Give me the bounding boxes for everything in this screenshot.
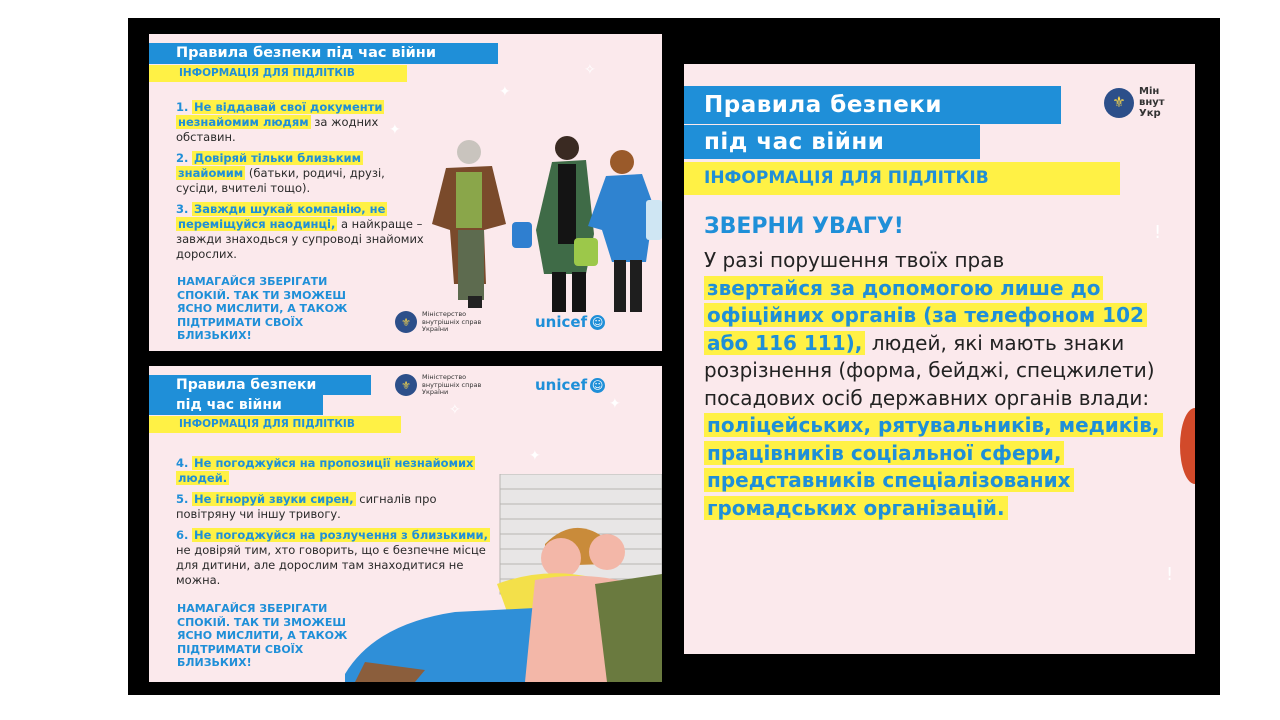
star-icon: ✦ bbox=[609, 396, 621, 412]
ministry-logo: ⚜ Мін внут Укр bbox=[1104, 86, 1179, 119]
appeal-text: НАМАГАЙСЯ ЗБЕРІГАТИ СПОКІЙ. ТАК ТИ ЗМОЖЕШ ЯСНО МИСЛИТИ, А ТАКОЖ ПІДТРИМАТИ СВОЇХ БЛИЗЬКИХ! bbox=[177, 275, 348, 342]
rule-item: 1. Не віддавай свої документи незнайомим людям за жодних обставин. bbox=[176, 100, 383, 144]
star-icon: ✦ bbox=[389, 122, 401, 138]
poster-attention bbox=[684, 64, 1195, 654]
unicef-globe-icon: ☺ bbox=[591, 315, 604, 329]
sparkle-icon: ✧ bbox=[449, 402, 461, 418]
family-illustration bbox=[424, 134, 662, 334]
unicef-globe-icon: ☺ bbox=[591, 378, 604, 392]
trident-icon: ⚜ bbox=[1104, 88, 1134, 118]
trident-icon: ⚜ bbox=[395, 374, 417, 396]
ministry-logo: ⚜ Міністерство внутрішніх справ України bbox=[395, 311, 494, 334]
poster-title-line2: під час війни bbox=[684, 125, 980, 159]
sparkle-icon: ✧ bbox=[584, 62, 596, 78]
poster-title-line2: під час війни bbox=[149, 395, 323, 415]
rule-item: 2. Довіряй тільки близьким знайомим (батьки, родичі, друзі, сусіди, вчителі тощо). bbox=[176, 151, 385, 195]
attention-heading: ЗВЕРНИ УВАГУ! bbox=[704, 214, 904, 239]
unicef-logo: unicef ☺ bbox=[535, 313, 604, 331]
appeal-text: НАМАГАЙСЯ ЗБЕРІГАТИ СПОКІЙ. ТАК ТИ ЗМОЖЕШ ЯСНО МИСЛИТИ, А ТАКОЖ ПІДТРИМАТИ СВОЇХ БЛИЗЬКИХ! bbox=[177, 602, 348, 669]
exclamation-icon: ! bbox=[1154, 222, 1162, 243]
poster-rules-4-6 bbox=[149, 366, 662, 682]
poster-subtitle: ІНФОРМАЦІЯ ДЛЯ ПІДЛІТКІВ bbox=[684, 162, 1120, 195]
rule-item: 3. Завжди шукай компанію, не переміщуйся наодинці, а найкраще – завжди знаходься у супроводі знайомих дорослих. bbox=[176, 202, 424, 261]
intro-text: У разі порушення твоїх прав bbox=[704, 248, 1005, 272]
poster-title-line1: Правила безпеки bbox=[684, 86, 1061, 124]
services-highlight: поліцейських, рятувальників, медиків, працівників соціальної сфери, представників спеціалізованих громадських організацій. bbox=[704, 413, 1163, 520]
attention-body bbox=[704, 247, 1186, 522]
exclamation-icon: ! bbox=[1166, 564, 1174, 585]
trident-icon: ⚜ bbox=[395, 311, 417, 333]
ministry-logo: ⚜ Міністерство внутрішніх справ України bbox=[395, 374, 494, 397]
poster-title: Правила безпеки під час війни bbox=[149, 43, 498, 64]
star-icon: ✦ bbox=[529, 448, 541, 464]
star-icon: ✦ bbox=[499, 84, 511, 100]
poster-rules-1-3 bbox=[149, 34, 662, 351]
unicef-logo: unicef ☺ bbox=[535, 376, 604, 394]
rule-item: 5. Не ігноруй звуки сирен, сигналів про повітряну чи іншу тривогу. bbox=[176, 492, 437, 521]
people-text: людей, які мають знаки розрізнення (форма, бейджі, спецжилети) посадових осіб державних органів влади: bbox=[704, 330, 1155, 410]
contact-highlight: звертайся за допомогою лише до офіційних органів (за телефоном 102 або 116 111), bbox=[704, 276, 1147, 355]
rules-list bbox=[176, 100, 426, 268]
poster-title-line1: Правила безпеки bbox=[149, 375, 371, 395]
hug-illustration bbox=[345, 474, 662, 682]
rule-item: 4. Не погоджуйся на пропозиції незнайомих людей. bbox=[176, 456, 474, 485]
rule-item: 6. Не погоджуйся на розлучення з близькими, не довіряй тим, хто говорить, що є безпечне місце для дитини, але дорослим там знаходитися не можна. bbox=[176, 528, 488, 587]
poster-subtitle: ІНФОРМАЦІЯ ДЛЯ ПІДЛІТКІВ bbox=[149, 65, 407, 82]
poster-subtitle: ІНФОРМАЦІЯ ДЛЯ ПІДЛІТКІВ bbox=[149, 416, 401, 433]
